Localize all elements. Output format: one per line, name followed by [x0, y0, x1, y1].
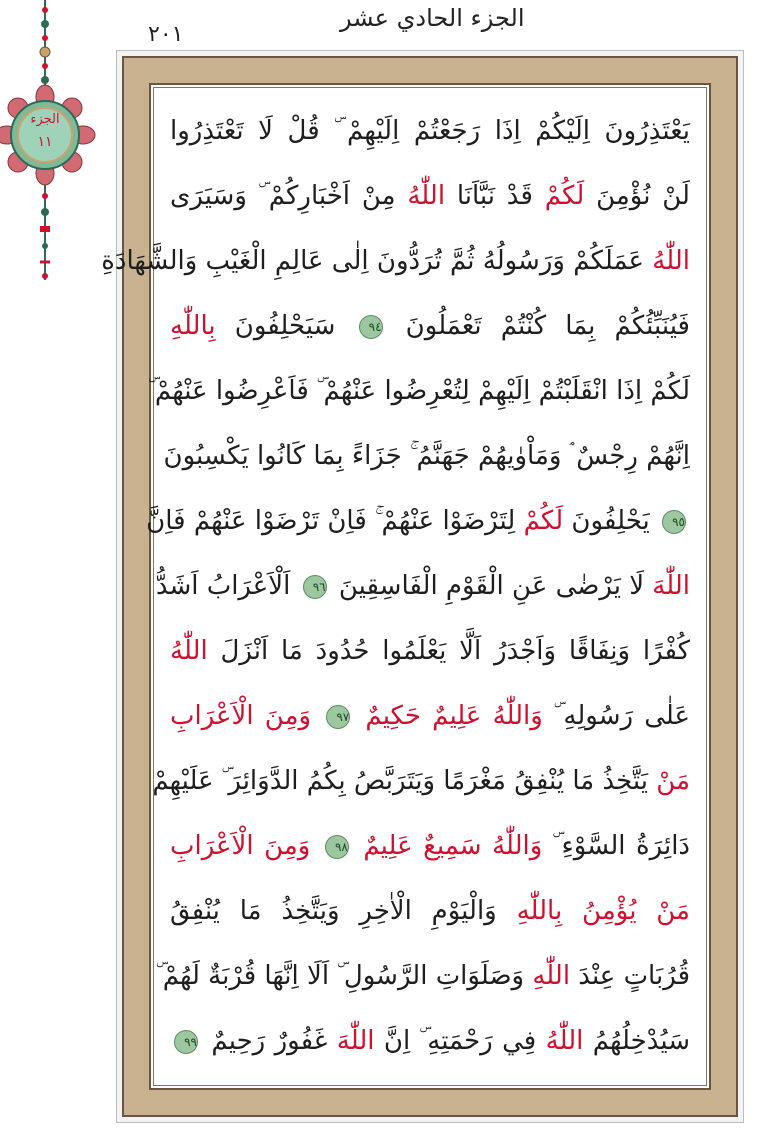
- verse-line: [170, 100, 690, 162]
- divine-name-text: مَنْ: [656, 766, 690, 796]
- verse-line: [170, 165, 690, 227]
- page-number: ٢٠١: [148, 22, 184, 47]
- verse-text: اِنَّهُمْ رِجْسٌ ۘ وَمَاْوٰيهُمْ جَهَنَّمُ ۚ جَزَاءً بِمَا كَانُوا يَكْسِبُونَ: [163, 441, 690, 471]
- verse-text: يَعْتَذِرُونَ اِلَيْكُمْ اِذَا رَجَعْتُمْ اِلَيْهِمْ ۜ قُلْ لَا تَعْتَذِرُوا: [170, 116, 690, 146]
- ayah-number-marker: ٩٥: [662, 510, 686, 534]
- verse-text: عَلٰى رَسُولِهِ ۜ: [542, 701, 690, 731]
- verse-text: كُفْرًا وَنِفَاقًا وَاَجْدَرُ اَلَّا يَعْلَمُوا حُدُودَ مَا اَنْزَلَ: [207, 636, 690, 666]
- verse-text: وَصَلَوَاتِ الرَّسُولِ ۜ اَلَا اِنَّهَا قُرْبَةٌ لَهُمْ ۜ: [156, 961, 533, 991]
- divine-name-text: وَمِنَ الْاَعْرَابِ: [170, 701, 312, 731]
- verse-text: قَدْ نَبَّاَنَا: [445, 181, 545, 211]
- verse-text: لَا يَرْضٰى عَنِ الْقَوْمِ الْفَاسِقِينَ: [330, 571, 653, 601]
- verse-line: [170, 815, 690, 877]
- verse-line: [156, 945, 690, 1007]
- verse-text: يَحْلِفُونَ: [563, 506, 658, 536]
- verse-text: عَمَلَكُمْ وَرَسُولُهُ ثُمَّ تُرَدُّونَ اِلٰى عَالِمِ الْغَيْبِ وَالشَّهَادَةِ: [101, 246, 653, 276]
- verse-text: فَيُنَبِّئُكُمْ بِمَا كُنْتُمْ تَعْمَلُونَ: [386, 311, 690, 341]
- verse-text: فِي رَحْمَتِهِ ۜ اِنَّ: [374, 1026, 546, 1056]
- verse-line: [146, 490, 690, 552]
- ayah-number-marker: ٩٦: [303, 575, 327, 599]
- verse-text: مِنْ اَخْبَارِكُمْ ۜ وَسَيَرَى: [170, 181, 408, 211]
- divine-name-text: مَنْ يُؤْمِنُ بِاللّٰهِ: [516, 896, 690, 926]
- juz-badge-number: ١١: [37, 134, 53, 150]
- verse-text: [310, 831, 320, 861]
- juz-badge-word: الجزء: [30, 112, 60, 127]
- ayah-number-marker: ٩٤: [359, 315, 383, 339]
- ayah-number-marker: ٩٩: [174, 1030, 198, 1054]
- verse-line: [170, 1010, 690, 1072]
- verse-line: [148, 360, 690, 422]
- divine-name-text: بِاللّٰهِ: [170, 311, 216, 341]
- verse-line: [170, 880, 690, 942]
- verse-line: [163, 425, 690, 487]
- verse-text: دَائِرَةُ السَّوْءِ ۜ: [542, 831, 690, 861]
- divine-name-text: لَكُمْ: [523, 506, 564, 536]
- verse-text: لِتَرْضَوْا عَنْهُمْ ۚ فَاِنْ تَرْضَوْا عَنْهُمْ فَاِنَّ: [146, 506, 524, 536]
- ayah-number-marker: ٩٧: [326, 705, 350, 729]
- verse-line: [152, 750, 690, 812]
- divine-name-text: اللّٰهُ: [652, 246, 690, 276]
- verse-text: [354, 701, 365, 731]
- verse-text-block: [101, 100, 691, 1080]
- verse-line: [170, 685, 690, 747]
- verse-text: اَلْاَعْرَابُ اَشَدُّ: [155, 571, 299, 601]
- divine-name-text: اللّٰهِ: [532, 961, 571, 991]
- divine-name-text: اللّٰهَ: [336, 1026, 375, 1056]
- ayah-number-marker: ٩٨: [325, 835, 349, 859]
- verse-text: سَيَحْلِفُونَ: [215, 311, 355, 341]
- divine-name-text: لَكُمْ: [544, 181, 585, 211]
- verse-line: [101, 230, 690, 292]
- verse-text: غَفُورٌ رَحِيمٌ: [202, 1026, 337, 1056]
- verse-text: لَنْ نُؤْمِنَ: [584, 181, 690, 211]
- divine-name-text: اللّٰهُ: [170, 636, 208, 666]
- divine-name-text: وَمِنَ الْاَعْرَابِ: [170, 831, 311, 861]
- divine-name-text: وَاللّٰهُ سَمِيعٌ عَلِيمٌ: [363, 831, 543, 861]
- verse-text: [353, 831, 363, 861]
- verse-text: [311, 701, 322, 731]
- divine-name-text: اللّٰهُ: [407, 181, 446, 211]
- verse-text: وَالْيَوْمِ الْاٰخِرِ وَيَتَّخِذُ مَا يُنْفِقُ: [170, 896, 517, 926]
- verse-text: سَيُدْخِلُهُمُ: [583, 1026, 691, 1056]
- divine-name-text: اللّٰهُ: [545, 1026, 584, 1056]
- divine-name-text: اللّٰهَ: [652, 571, 690, 601]
- verse-text: لَكُمْ اِذَا انْقَلَبْتُمْ اِلَيْهِمْ لِتُعْرِضُوا عَنْهُمْ ۜ فَاَعْرِضُوا عَنْهُمْ ۜ: [148, 376, 690, 406]
- verse-line: [170, 620, 690, 682]
- verse-text: يَتَّخِذُ مَا يُنْفِقُ مَغْرَمًا وَيَتَرَبَّصُ بِكُمُ الدَّوَائِرَ ۜ عَلَيْهِمْ: [152, 766, 657, 796]
- juz-title: الجزء الحادي عشر: [340, 4, 525, 32]
- verse-line: [155, 555, 690, 617]
- divine-name-text: وَاللّٰهُ عَلِيمٌ حَكِيمٌ: [365, 701, 543, 731]
- verse-text: قُرُبَاتٍ عِنْدَ: [570, 961, 690, 991]
- verse-line: [170, 295, 690, 357]
